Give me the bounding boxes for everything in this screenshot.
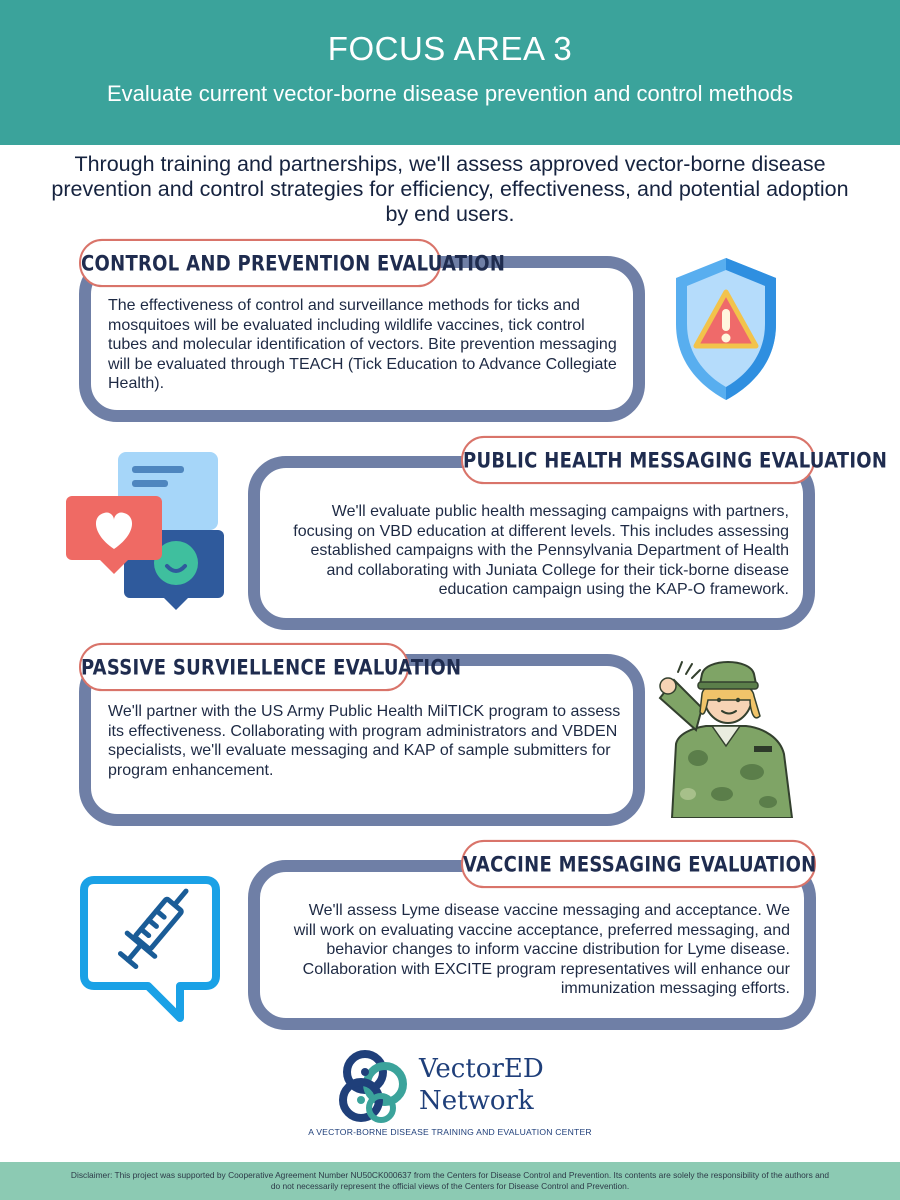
section-title-pill: PUBLIC HEALTH MESSAGING EVALUATION (461, 436, 815, 484)
section-body: We'll evaluate public health messaging campaigns with partners, focusing on VBD education at different levels. This includes assessing established campaigns with the Pennsylvania Department of Health and collaborating with Juniata College for their tick-borne disease education campaign using the KAP-O framework. (293, 503, 789, 598)
section-title-pill: PASSIVE SURVIELLENCE EVALUATION (79, 643, 409, 691)
section-title-pill: VACCINE MESSAGING EVALUATION (461, 840, 816, 888)
section-body: We'll partner with the US Army Public Health MilTICK program to assess its effectiveness. Collaborating with program administrators and VBDEN specialists, we'll evaluate messaging and KAP of sample submitters for program enhancement. (108, 703, 621, 779)
section-title-pill: CONTROL AND PREVENTION EVALUATION (79, 239, 441, 287)
chat-bubbles-icon (64, 450, 228, 615)
page-title: FOCUS AREA 3 (327, 30, 573, 67)
saluting-soldier-icon (652, 654, 800, 818)
warning-shield-icon (670, 254, 782, 404)
syringe-message-icon (80, 876, 220, 1022)
disclaimer-text: Disclaimer: This project was supported by Cooperative Agreement Number NU50CK000637 from the Centers for Disease Control and Prevention. Its contents are solely the responsibility of the authors and do not necessarily represent the official views of the Centers for Disease Control and Prevention. (70, 1170, 830, 1191)
logo-mark-icon (335, 1048, 415, 1128)
intro-text: Through training and partnerships, we'll assess approved vector-borne disease prevention and control strategies for efficiency, effectiveness, and potential adoption by end users. (51, 152, 849, 226)
vectored-network-logo (335, 1048, 595, 1128)
disclaimer-footer (0, 1162, 900, 1200)
logo-word-vector: VectorED (419, 1054, 544, 1084)
logo-tagline: A VECTOR-BORNE DISEASE TRAINING AND EVALUATION CENTER (308, 1127, 592, 1137)
section-body: We'll assess Lyme disease vaccine messaging and acceptance. We will work on evaluating vaccine acceptance, preferred messaging, and behavior changes to inform vaccine distribution for Lyme disease. Collaboration with EXCITE program representatives will enhance our immunization messaging efforts. (293, 902, 790, 997)
logo-word-network: Network (419, 1086, 534, 1116)
page-subtitle: Evaluate current vector-borne disease prevention and control methods (106, 81, 794, 106)
header-banner (0, 0, 900, 145)
section-body: The effectiveness of control and surveillance methods for ticks and mosquitoes will be evaluated including wildlife vaccines, tick control tubes and molecular identification of vectors. Bite prevention messaging will be evaluated through TEACH (Tick Education to Advance Collegiate Health). (108, 297, 617, 392)
